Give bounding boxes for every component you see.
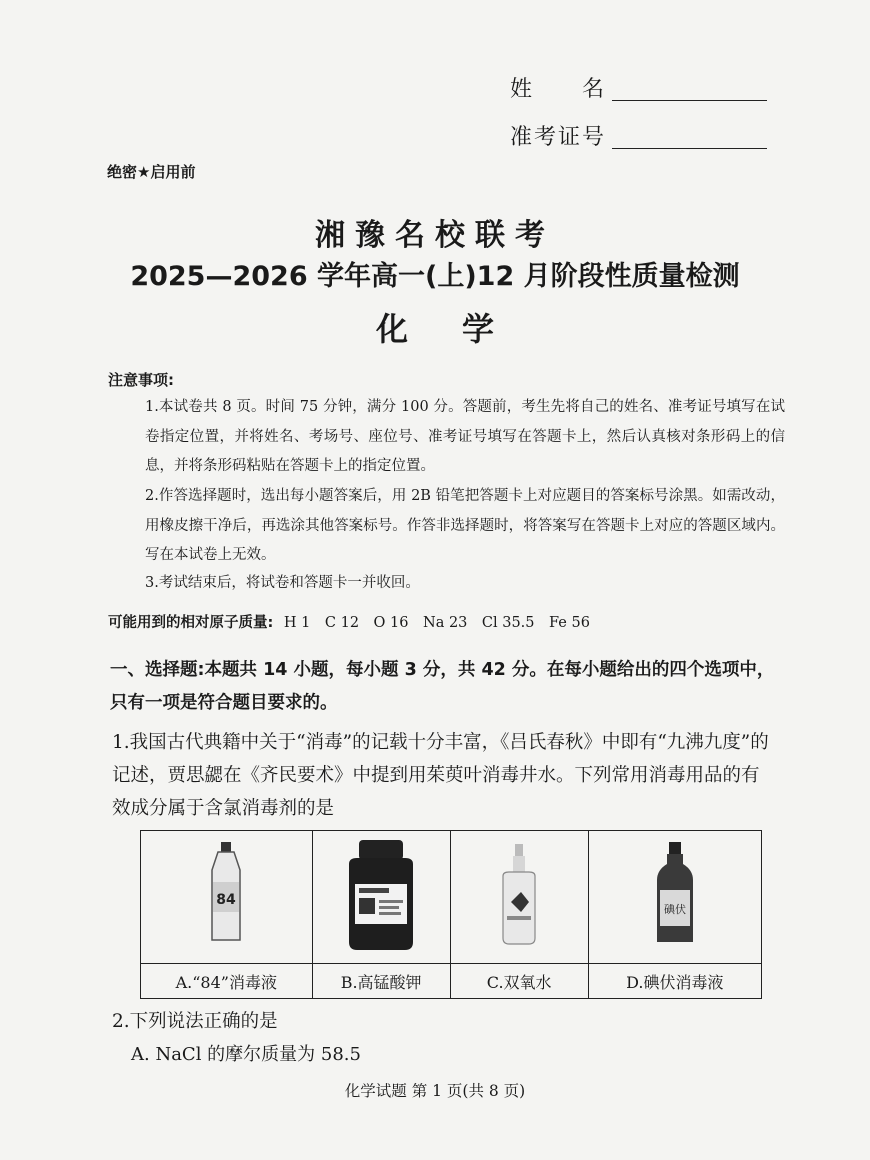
question-1-options-table [140, 830, 762, 999]
option-c: C.双氧水 [450, 964, 588, 999]
iodophor-bottle-icon [645, 840, 705, 950]
subject-title: 化学 [375, 310, 548, 348]
exam-id-label: 准考证号 [510, 125, 607, 150]
atomic-mass-line [108, 611, 590, 632]
option-a-bottle-label: 84 [216, 892, 237, 908]
note-item: 1.本试卷共 8 页。时间 75 分钟，满分 100 分。答题前，考生先将自己的姓名、准考证号填写在试卷指定位置，并将姓名、考场号、座位号、准考证号填写在答题卡上，然后认真核对条形码上的信息，并将条形码粘贴在答题卡上的指定位置。 [145, 399, 785, 474]
option-a: A.“84”消毒液 [141, 964, 313, 999]
name-label: 姓 名 [510, 77, 607, 102]
option-c-image [450, 831, 588, 964]
page-footer: 化学试题 第 1 页(共 8 页) [344, 1082, 526, 1100]
name-blank[interactable] [612, 100, 767, 101]
exam-id-blank[interactable] [612, 148, 767, 149]
bleach-bottle-icon [196, 840, 256, 950]
exam-title: 湘豫名校联考 [315, 218, 555, 253]
notes-heading: 注意事项: [108, 371, 174, 389]
option-a-image [141, 831, 313, 964]
exam-subtitle: 2025—2026 学年高一(上)12 月阶段性质量检测 [130, 261, 740, 292]
question-2-stem: 2.下列说法正确的是 [112, 1011, 278, 1032]
note-item: 3.考试结束后，将试卷和答题卡一并收回。 [145, 575, 420, 591]
section-heading [110, 654, 790, 720]
atomic-mass-values: H 1 C 12 O 16 Na 23 Cl 35.5 Fe 56 [283, 615, 590, 631]
option-b-image [312, 831, 450, 964]
section-heading-text: 一、选择题:本题共 14 小题，每小题 3 分，共 42 分。在每小题给出的四个选项中，只有一项是符合题目要求的。 [110, 660, 775, 713]
option-d-bottle-label: 碘伏 [663, 903, 686, 916]
question-1-stem: 1.我国古代典籍中关于“消毒”的记载十分丰富，《吕氏春秋》中即有“九沸九度”的记述，贾思勰在《齐民要术》中提到用茱萸叶消毒井水。下列常用消毒用品的有效成分属于含氯消毒剂的是 [112, 732, 769, 819]
jar-icon [341, 838, 421, 953]
note-item: 2.作答选择题时，选出每小题答案后，用 2B 铅笔把答题卡上对应题目的答案标号涂黑。如需改动，用橡皮擦干净后，再选涂其他答案标号。作答非选择题时，将答案写在答题卡上对应的答题区域内。写在本试卷上无效。 [145, 488, 785, 563]
secret-mark: 绝密★启用前 [107, 163, 196, 181]
option-d-image [588, 831, 761, 964]
atomic-mass-label: 可能用到的相对原子质量: [108, 615, 274, 631]
option-b: B.高锰酸钾 [312, 964, 450, 999]
option-d: D.碘伏消毒液 [588, 964, 761, 999]
question-2-option-a: A. NaCl 的摩尔质量为 58.5 [131, 1044, 361, 1065]
dropper-bottle-icon [489, 840, 549, 950]
